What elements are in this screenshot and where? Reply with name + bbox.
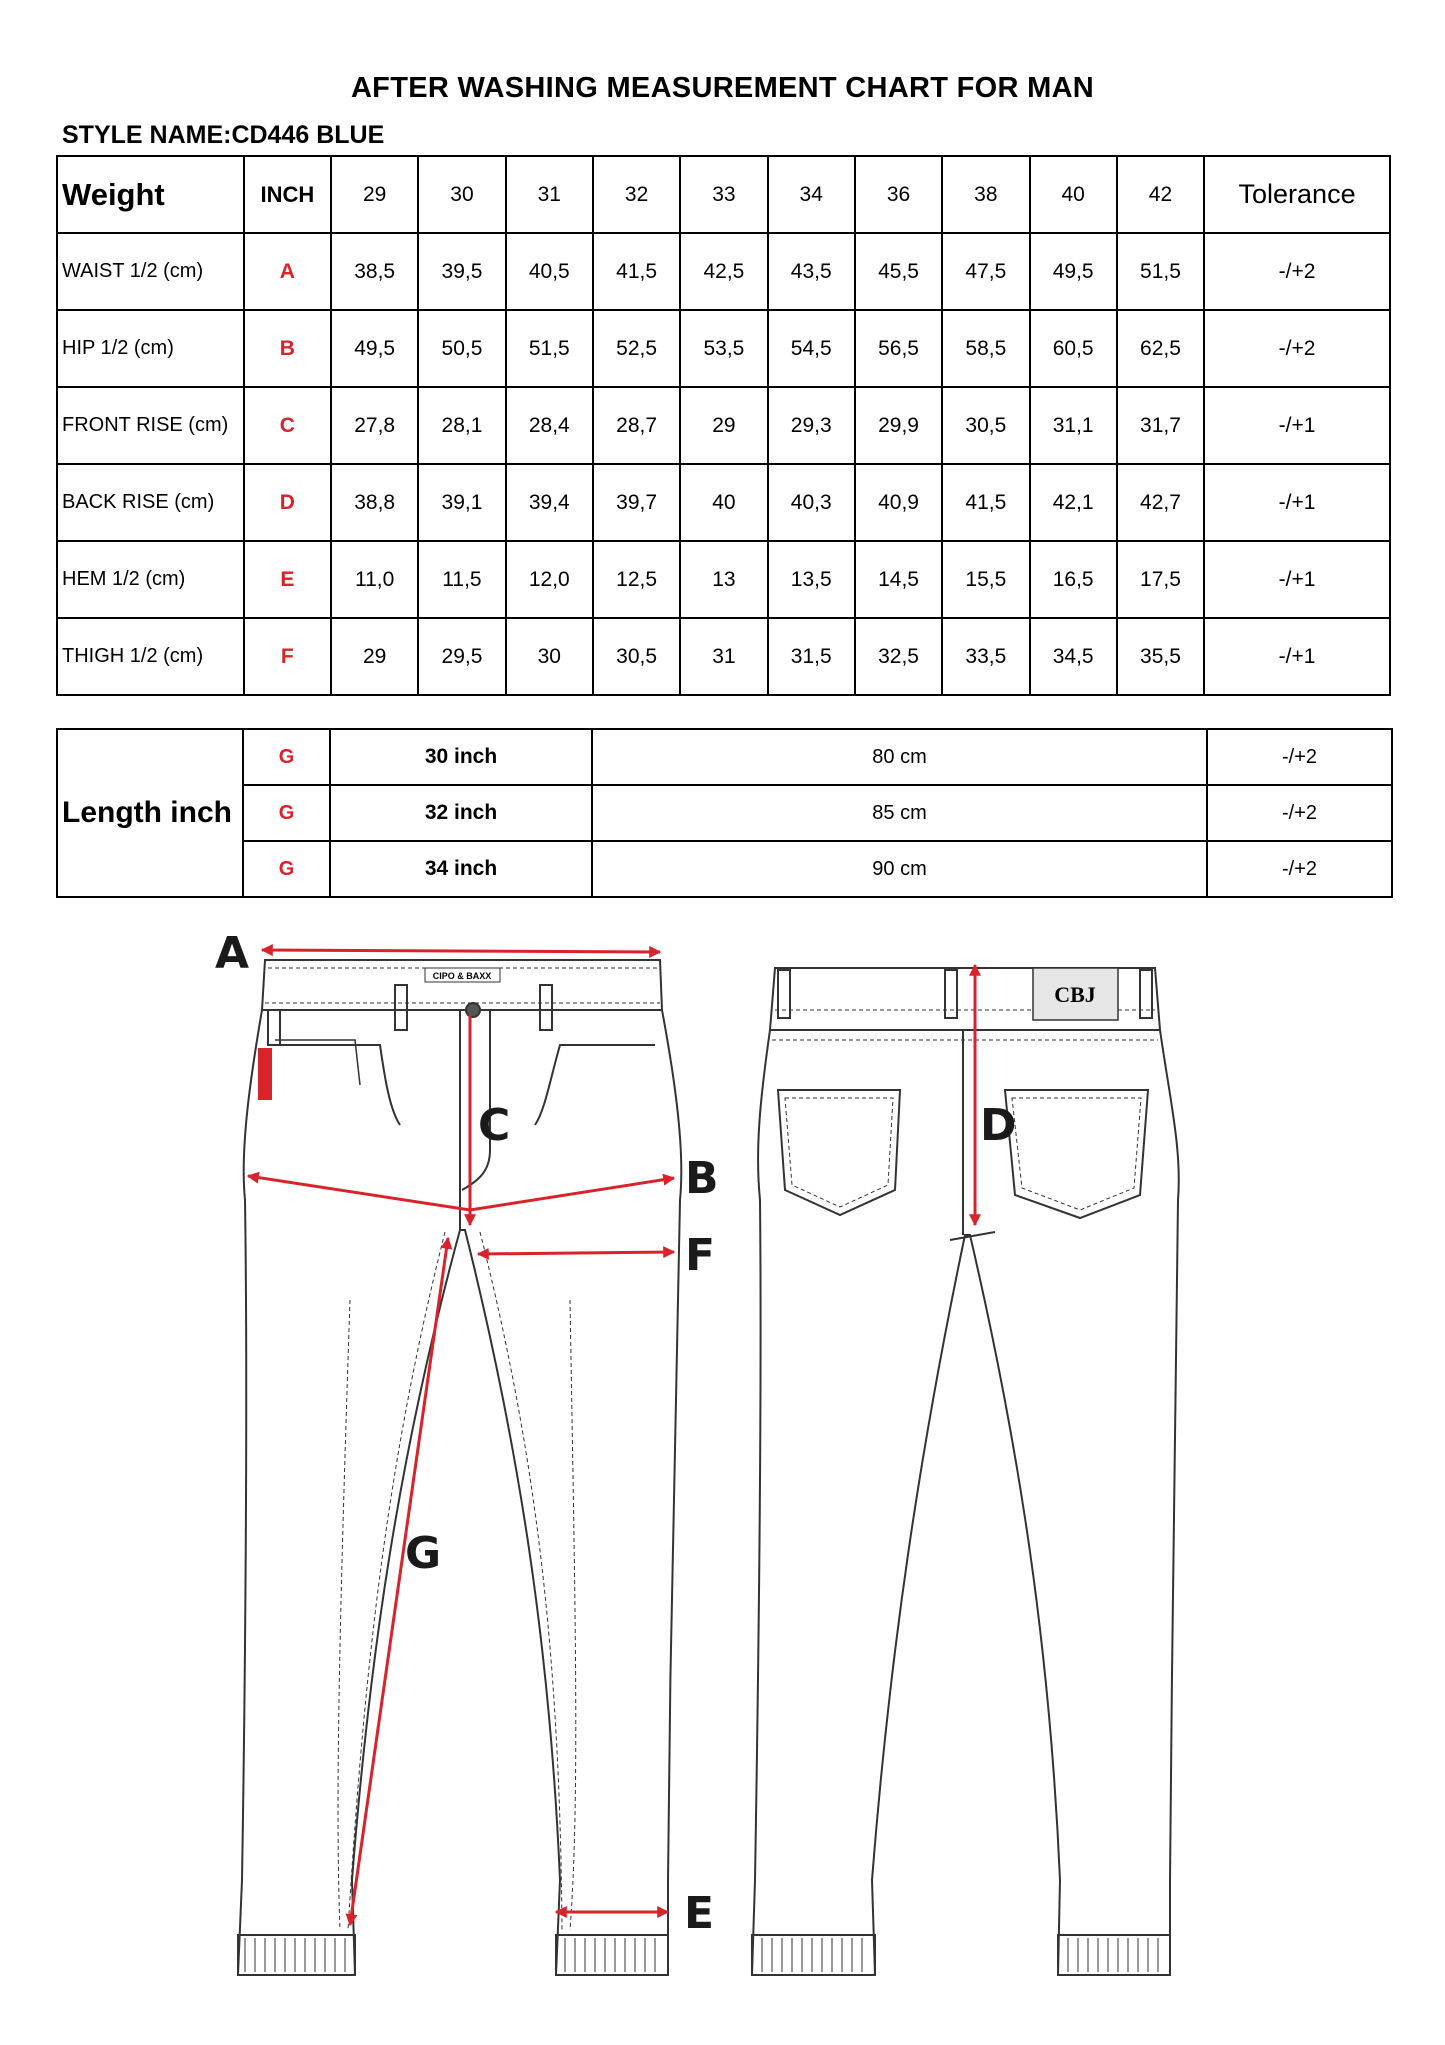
measurement-value: 38,8: [331, 464, 418, 541]
back-jeans-view: [752, 968, 1179, 1975]
length-row: [57, 841, 1392, 897]
jeans-technical-drawing: [0, 900, 1445, 2020]
back-patch-text: CBJ: [1054, 982, 1096, 1007]
measurement-value: 29,3: [768, 387, 855, 464]
back-right-cuff: [1058, 1935, 1170, 1975]
measurement-value: 39,7: [593, 464, 680, 541]
length-tolerance: -/+2: [1207, 841, 1392, 897]
measurement-value: 33,5: [942, 618, 1029, 695]
belt-loop: [945, 970, 957, 1018]
size-header: 34: [768, 156, 855, 233]
measure-label-f: F: [685, 1230, 716, 1281]
red-pocket-tab: [258, 1048, 272, 1100]
measurement-label: FRONT RISE (cm): [57, 387, 244, 464]
measurement-value: 29: [331, 618, 418, 695]
measurement-value: 42,5: [680, 233, 767, 310]
measurement-tolerance: -/+1: [1204, 464, 1390, 541]
measurement-value: 30,5: [593, 618, 680, 695]
measurement-tolerance: -/+1: [1204, 541, 1390, 618]
measurement-tolerance: -/+1: [1204, 387, 1390, 464]
length-table: [56, 728, 1393, 898]
measurement-value: 30,5: [942, 387, 1029, 464]
length-inch: 32 inch: [330, 785, 592, 841]
measurement-value: 40: [680, 464, 767, 541]
length-code: G: [243, 729, 330, 785]
measurement-value: 35,5: [1117, 618, 1204, 695]
size-header: 42: [1117, 156, 1204, 233]
measurement-value: 53,5: [680, 310, 767, 387]
length-tolerance: -/+2: [1207, 729, 1392, 785]
front-pocket-right: [535, 1045, 655, 1125]
measurement-value: 29: [680, 387, 767, 464]
measurement-value: 42,1: [1030, 464, 1117, 541]
length-cm: 85 cm: [592, 785, 1207, 841]
measurement-value: 29,5: [418, 618, 505, 695]
measurement-value: 47,5: [942, 233, 1029, 310]
size-header: 32: [593, 156, 680, 233]
inch-header: INCH: [244, 156, 331, 233]
belt-loop: [778, 970, 790, 1018]
measurement-value: 31,7: [1117, 387, 1204, 464]
measurement-value: 62,5: [1117, 310, 1204, 387]
measurement-code: C: [244, 387, 331, 464]
length-tolerance: -/+2: [1207, 785, 1392, 841]
page-title: AFTER WASHING MEASUREMENT CHART FOR MAN: [350, 72, 1095, 104]
measurement-value: 28,7: [593, 387, 680, 464]
measurement-value: 58,5: [942, 310, 1029, 387]
back-pocket-right: [1005, 1090, 1148, 1218]
measurement-value: 43,5: [768, 233, 855, 310]
measurement-value: 45,5: [855, 233, 942, 310]
measurement-label: WAIST 1/2 (cm): [57, 233, 244, 310]
cuff-ribbing: [245, 1938, 655, 1972]
back-pocket-left: [778, 1090, 900, 1215]
measurement-value: 49,5: [1030, 233, 1117, 310]
measurement-label: HEM 1/2 (cm): [57, 541, 244, 618]
size-header: 38: [942, 156, 1029, 233]
front-left-cuff: [238, 1935, 355, 1975]
length-header: Length inch: [57, 729, 243, 897]
measurement-row: [57, 233, 1390, 310]
length-inch: 30 inch: [330, 729, 592, 785]
measurement-value: 56,5: [855, 310, 942, 387]
measurement-tolerance: -/+2: [1204, 233, 1390, 310]
size-header: 31: [506, 156, 593, 233]
measurement-value: 39,1: [418, 464, 505, 541]
size-header: 30: [418, 156, 505, 233]
measure-label-c: C: [478, 1100, 511, 1151]
measurement-value: 38,5: [331, 233, 418, 310]
measurement-tolerance: -/+1: [1204, 618, 1390, 695]
measurement-row: [57, 541, 1390, 618]
measurement-value: 14,5: [855, 541, 942, 618]
measurement-value: 54,5: [768, 310, 855, 387]
length-code: G: [243, 841, 330, 897]
measurement-lines: [248, 950, 975, 1925]
measurement-row: [57, 618, 1390, 695]
measurement-value: 52,5: [593, 310, 680, 387]
measurement-tolerance: -/+2: [1204, 310, 1390, 387]
measurement-value: 11,0: [331, 541, 418, 618]
measurement-value: 29,9: [855, 387, 942, 464]
measure-label-e: E: [684, 1888, 715, 1939]
belt-loop: [540, 985, 552, 1030]
length-inch: 34 inch: [330, 841, 592, 897]
measure-label-d: D: [980, 1100, 1017, 1151]
size-header: 40: [1030, 156, 1117, 233]
measurement-code: A: [244, 233, 331, 310]
measure-label-a: A: [215, 928, 250, 979]
length-row: [57, 729, 1392, 785]
measurement-value: 11,5: [418, 541, 505, 618]
measurement-code: F: [244, 618, 331, 695]
measurement-row: [57, 464, 1390, 541]
measurement-value: 41,5: [942, 464, 1029, 541]
size-header: 33: [680, 156, 767, 233]
size-header: 36: [855, 156, 942, 233]
back-left-cuff: [752, 1935, 875, 1975]
measure-line-g: [350, 1238, 448, 1925]
measurement-value: 49,5: [331, 310, 418, 387]
measurement-value: 12,5: [593, 541, 680, 618]
measurement-row: [57, 310, 1390, 387]
measurement-code: E: [244, 541, 331, 618]
measurement-value: 39,5: [418, 233, 505, 310]
measurement-label: HIP 1/2 (cm): [57, 310, 244, 387]
belt-loop: [1140, 970, 1152, 1018]
measurement-value: 27,8: [331, 387, 418, 464]
measurement-code: B: [244, 310, 331, 387]
front-jeans-view: [238, 960, 681, 1975]
measurement-value: 13: [680, 541, 767, 618]
measurement-value: 28,4: [506, 387, 593, 464]
measurement-value: 51,5: [1117, 233, 1204, 310]
measurement-value: 31,5: [768, 618, 855, 695]
size-header: 29: [331, 156, 418, 233]
tolerance-header: Tolerance: [1204, 156, 1390, 233]
measure-line-a: [262, 950, 660, 952]
measure-label-g: G: [405, 1528, 442, 1579]
measurement-value: 17,5: [1117, 541, 1204, 618]
back-cuff-ribbing: [762, 1938, 1158, 1972]
length-code: G: [243, 785, 330, 841]
measurement-value: 51,5: [506, 310, 593, 387]
measurement-value: 16,5: [1030, 541, 1117, 618]
front-button: [466, 1003, 480, 1017]
measurement-value: 34,5: [1030, 618, 1117, 695]
measurement-value: 15,5: [942, 541, 1029, 618]
length-row: [57, 785, 1392, 841]
measurement-value: 40,9: [855, 464, 942, 541]
length-cm: 80 cm: [592, 729, 1207, 785]
measurement-value: 31: [680, 618, 767, 695]
measurement-value: 42,7: [1117, 464, 1204, 541]
measurement-value: 30: [506, 618, 593, 695]
front-pocket-left: [270, 1045, 400, 1125]
measurement-value: 60,5: [1030, 310, 1117, 387]
measure-label-b: B: [685, 1153, 719, 1204]
measurement-value: 31,1: [1030, 387, 1117, 464]
measurement-value: 39,4: [506, 464, 593, 541]
measurement-value: 28,1: [418, 387, 505, 464]
coin-pocket: [275, 1040, 360, 1085]
measurement-value: 12,0: [506, 541, 593, 618]
measurement-label: THIGH 1/2 (cm): [57, 618, 244, 695]
belt-loop: [395, 985, 407, 1030]
front-inseam-stitch: [338, 1232, 576, 1930]
size-measurement-table: [56, 155, 1391, 696]
style-name: STYLE NAME:CD446 BLUE: [62, 121, 385, 149]
weight-header: Weight: [57, 156, 244, 233]
measurement-value: 41,5: [593, 233, 680, 310]
size-header-row: [57, 156, 1390, 233]
measurement-value: 50,5: [418, 310, 505, 387]
measurement-value: 13,5: [768, 541, 855, 618]
brand-tag-text: CIPO & BAXX: [432, 971, 492, 981]
measurement-label: BACK RISE (cm): [57, 464, 244, 541]
length-cm: 90 cm: [592, 841, 1207, 897]
front-right-cuff: [556, 1935, 668, 1975]
measure-line-f: [478, 1252, 674, 1254]
back-outline: [752, 1030, 1179, 1975]
measurement-value: 32,5: [855, 618, 942, 695]
measurement-row: [57, 387, 1390, 464]
measurement-value: 40,3: [768, 464, 855, 541]
measurement-code: D: [244, 464, 331, 541]
measurement-value: 40,5: [506, 233, 593, 310]
